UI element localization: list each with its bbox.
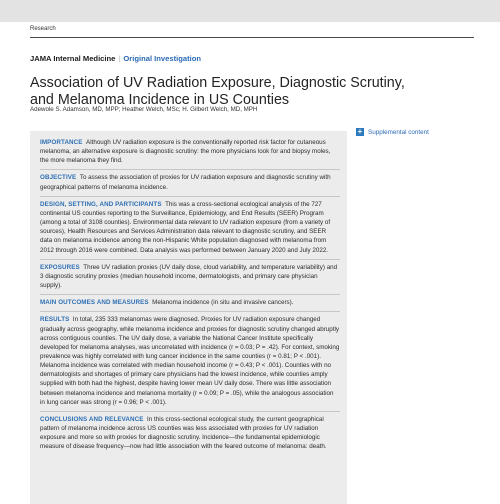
abstract-section-heading: IMPORTANCE bbox=[40, 139, 83, 146]
abstract-section-text: To assess the association of proxies for UV radiation exposure and diagnostic scrutiny with geographical patterns of melanoma incidence. bbox=[40, 174, 331, 191]
supplemental-content-label[interactable]: Supplemental content bbox=[368, 128, 429, 136]
article-title: Association of UV Radiation Exposure, Diagnostic Scrutiny, and Melanoma Incidence in US Counties bbox=[30, 74, 405, 108]
abstract-section-heading: EXPOSURES bbox=[40, 263, 80, 271]
abstract-divider bbox=[40, 311, 340, 312]
abstract-section bbox=[40, 200, 340, 255]
abstract-section-heading: MAIN OUTCOMES AND MEASURES bbox=[40, 299, 149, 307]
abstract-divider bbox=[40, 196, 340, 197]
abstract-section-text: Three UV radiation proxies (UV daily dose, cloud variability, and temperature variability) and 3 diagnostic scrutiny proxies (median household income, dermatologists, and primary care physician supply). bbox=[40, 263, 338, 290]
abstract-divider bbox=[40, 169, 340, 170]
abstract-section-text: In total, 235 333 melanomas were diagnosed. Proxies for UV radiation exposure changed gradually across geography, while melanoma incidence and proxies for diagnostic scrutiny changed abruptly across contiguous counties. The UV daily dose, a variable the National Cancer Institute specifically developed for melanoma analyses, was uncorrelated with incidence (r = 0.03; P = .42). For context, smoking prevalence was highly correlated with lung cancer incidence in the same counties (r = 0.81; P < .001). Melanoma incidence was correlated with median household income (r = 0.43; P < .001). Counties with no dermatologists and shortages of primary care physicians had the lowest incidence, while counties amply supplied with both had the highest, despite having lower mean UV daily dose. There was little association between melanoma incidence and melanoma mortality (r = 0.09; P = .05), while the analogous association in lung cancer was strong (r = 0.96; P < .001). bbox=[40, 316, 340, 406]
author-list[interactable]: Adewole S. Adamson, MD, MPP; Heather Welch, MSc; H. Gilbert Welch, MD, MPH bbox=[30, 106, 258, 113]
abstract-section-heading: RESULTS bbox=[40, 316, 70, 324]
journal-line bbox=[30, 54, 201, 63]
abstract-section bbox=[40, 415, 340, 452]
article-type[interactable]: Original Investigation bbox=[123, 54, 201, 63]
abstract-section-heading: OBJECTIVE bbox=[40, 174, 77, 182]
abstract-section-heading: CONCLUSIONS AND RELEVANCE bbox=[40, 415, 144, 423]
plus-icon: + bbox=[357, 127, 363, 136]
header-strip bbox=[0, 0, 500, 22]
abstract-section-text: Melanoma incidence (in situ and invasive cancers). bbox=[152, 299, 294, 307]
abstract-section-text: This was a cross-sectional ecological analysis of the 727 continental US counties reporting to the Surveillance, Epidemiology, and End Results (SEER) Program (among a total of 3108 counties). Environmental data relevant to UV radiation exposure (from a variety of sources), Health Resources and Services Administration data relevant to diagnostic scrutiny, and SEER data on melanoma incidence among the non-Hispanic White population diagnosed with melanoma from 2012 through 2016 were combined. Data analysis was performed between January 2020 and July 2022. bbox=[40, 200, 331, 254]
abstract-section-text: In this cross-sectional ecological study, the current geographical pattern of melanoma incidence across US counties was less associated with proxies for UV radiation exposure and more so with proxies for diagnostic scrutiny. Incidence—the fundamental epidemiologic measure of disease frequency—now had little association with the feared outcome of melanoma: death. bbox=[40, 415, 327, 451]
abstract-section bbox=[40, 298, 340, 307]
abstract-divider bbox=[40, 411, 340, 412]
abstract-divider bbox=[40, 259, 340, 260]
abstract-divider bbox=[40, 294, 340, 295]
abstract-section bbox=[40, 263, 340, 290]
journal-name: JAMA Internal Medicine bbox=[30, 54, 116, 63]
abstract-section bbox=[40, 315, 340, 407]
abstract-section-text: Although UV radiation exposure is the conventionally reported risk factor for cutaneous melanoma, an alternative exposure is diagnostic scrutiny: the more physicians look for and biopsy moles, the more melanoma they find. bbox=[40, 139, 331, 165]
supplemental-content-link[interactable] bbox=[356, 128, 429, 136]
abstract-section bbox=[40, 138, 340, 165]
header-divider bbox=[30, 37, 474, 38]
abstract-section bbox=[40, 173, 340, 191]
abstract-section-heading: DESIGN, SETTING, AND PARTICIPANTS bbox=[40, 200, 162, 208]
section-label[interactable]: Research bbox=[30, 26, 56, 32]
journal-separator: | bbox=[118, 54, 121, 63]
abstract-box bbox=[30, 131, 347, 504]
